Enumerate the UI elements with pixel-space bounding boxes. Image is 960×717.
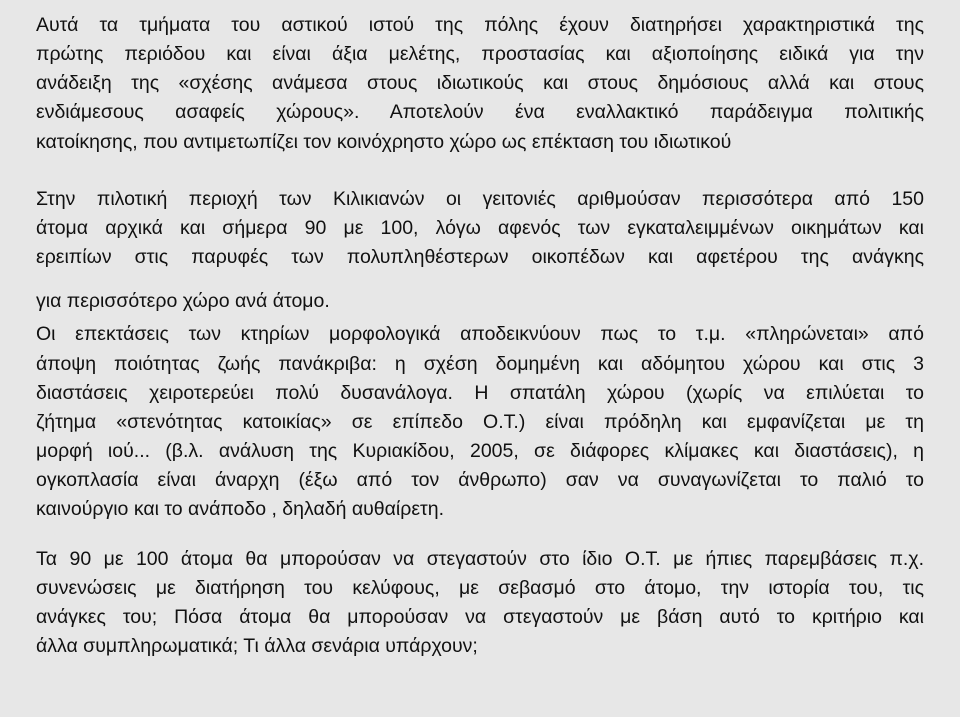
text-line: ανάγκες του; Πόσα άτομα θα μπορούσαν να στεγαστούν με βάση αυτό το κριτήριο και xyxy=(36,606,924,628)
text-line: μορφή ιού... (β.λ. ανάλυση της Κυριακίδου, 2005, σε διάφορες κλίμακες και διαστάσεις), η xyxy=(36,440,924,462)
text-line: ενδιάμεσους ασαφείς χώρους». Αποτελούν ένα εναλλακτικό παράδειγμα πολιτικής xyxy=(36,101,924,123)
text-line: ανάδειξη της «σχέσης ανάμεσα στους ιδιωτικούς και στους δημόσιους αλλά και στους xyxy=(36,72,924,94)
text-line: άτομα αρχικά και σήμερα 90 με 100, λόγω αφενός των εγκαταλειμμένων οικημάτων και xyxy=(36,217,924,239)
text-line: για περισσότερο χώρο ανά άτομο. xyxy=(36,290,330,312)
text-line: άλλα συμπληρωματικά; Τι άλλα σενάρια υπάρχουν; xyxy=(36,635,478,657)
text-line: ογκοπλασία είναι άναρχη (έξω από τον άνθρωπο) σαν να συναγωνίζεται το παλιό το xyxy=(36,469,924,491)
text-line: Οι επεκτάσεις των κτηρίων μορφολογικά αποδεικνύουν πως το τ.μ. «πληρώνεται» από xyxy=(36,323,924,345)
text-line: κατοίκησης, που αντιμετωπίζει τον κοινόχρηστο χώρο ως επέκταση του ιδιωτικού xyxy=(36,131,732,153)
text-line: Τα 90 με 100 άτομα θα μπορούσαν να στεγαστούν στο ίδιο Ο.Τ. με ήπιες παρεμβάσεις π.χ. xyxy=(36,548,924,570)
text-line: διαστάσεις χειροτερεύει πολύ δυσανάλογα. Η σπατάλη χώρου (χωρίς να επιλύεται το xyxy=(36,382,924,404)
text-line: Στην πιλοτική περιοχή των Κιλικιανών οι γειτονιές αριθμούσαν περισσότερα από 150 xyxy=(36,188,924,210)
text-line: Αυτά τα τμήματα του αστικού ιστού της πόλης έχουν διατηρήσει χαρακτηριστικά της xyxy=(36,14,924,36)
text-line: άποψη ποιότητας ζωής πανάκριβα: η σχέση δομημένη και αδόμητου χώρου και στις 3 xyxy=(36,353,924,375)
text-line: συνενώσεις με διατήρηση του κελύφους, με σεβασμό στο άτομο, την ιστορία του, τις xyxy=(36,577,924,599)
text-line: ζήτημα «στενότητας κατοικίας» σε επίπεδο Ο.Τ.) είναι πρόδηλη και εμφανίζεται με τη xyxy=(36,411,924,433)
text-line: ερειπίων στις παρυφές των πολυπληθέστερων οικοπέδων και αφετέρου της ανάγκης xyxy=(36,246,924,268)
text-line: πρώτης περιόδου και είναι άξια μελέτης, προστασίας και αξιοποίησης ειδικά για την xyxy=(36,43,924,65)
text-line: καινούργιο και το ανάποδο , δηλαδή αυθαίρετη. xyxy=(36,498,444,520)
